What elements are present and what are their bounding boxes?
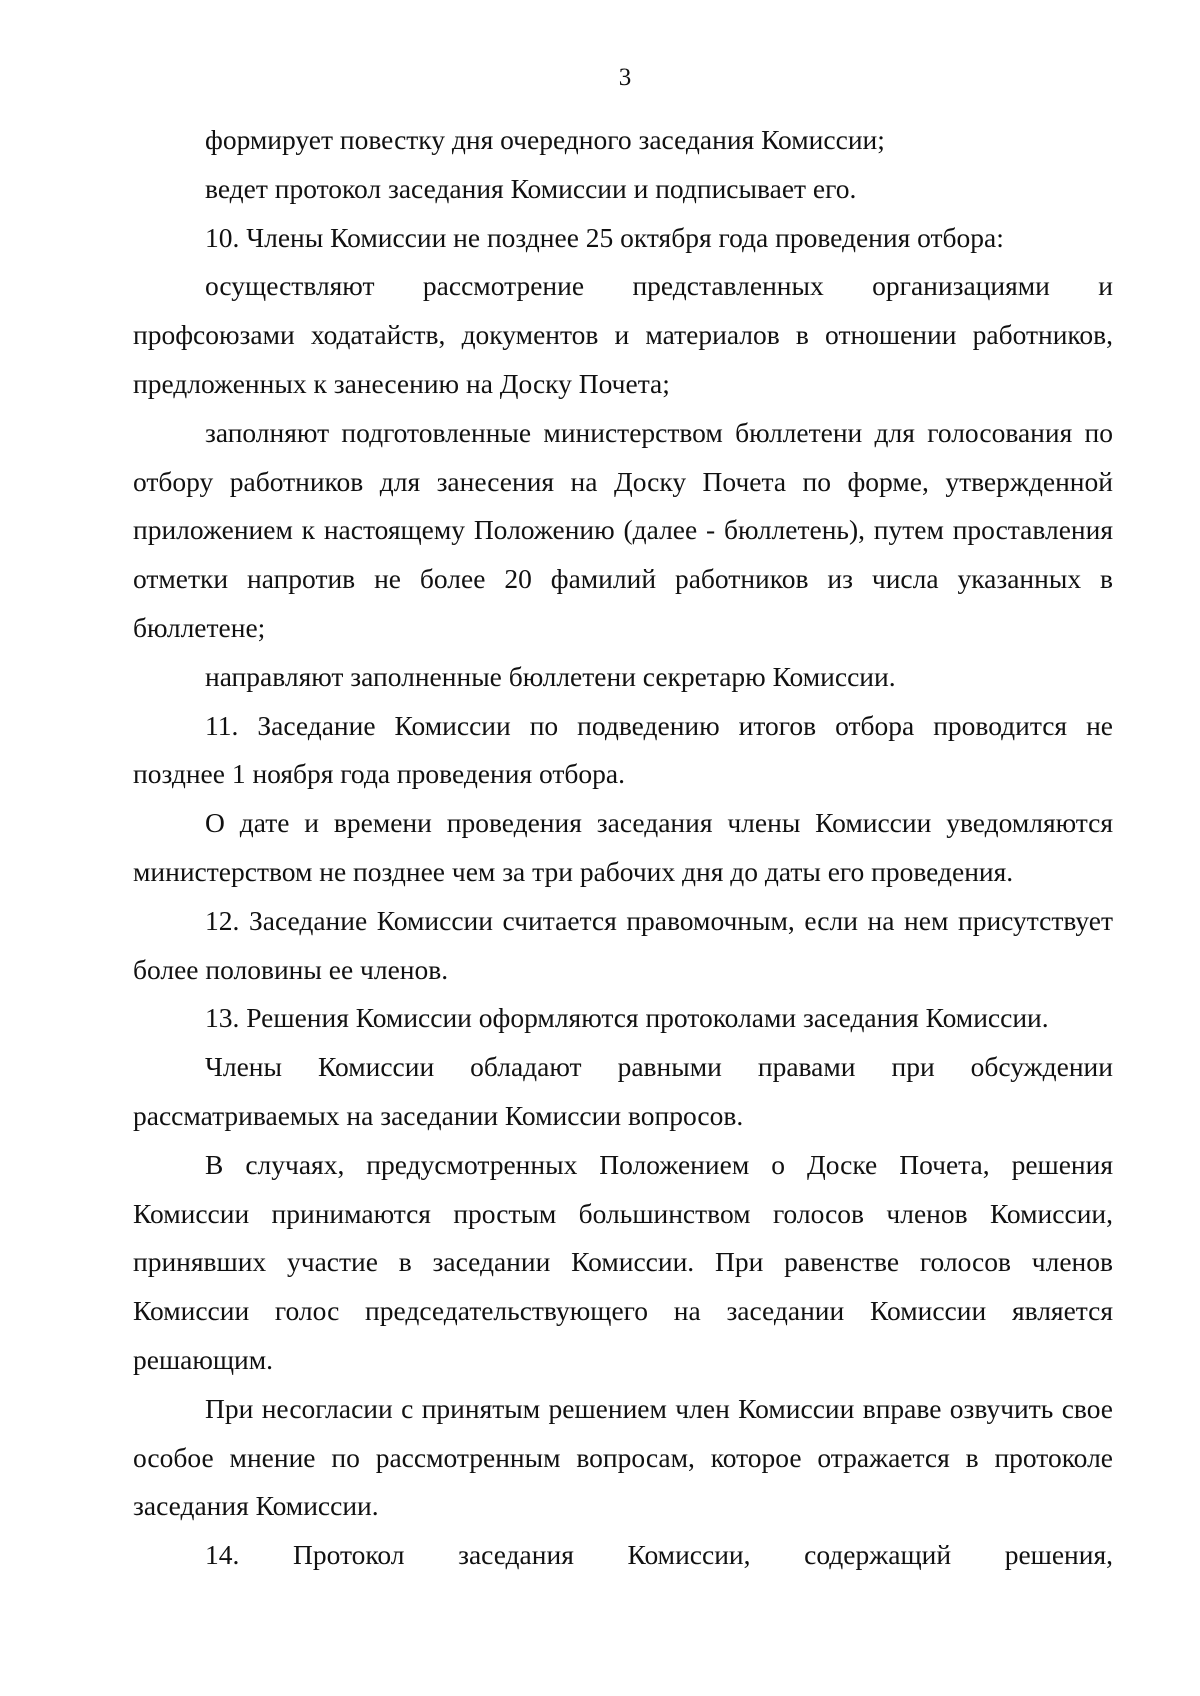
paragraph-equal-rights: Члены Комиссии обладают равными правами при обсуждении рассматриваемых на заседании Комиссии вопросов. (133, 1051, 1113, 1131)
paragraph-dissent: При несогласии с принятым решением член Комиссии вправе озвучить свое особое мнение по рассмотренным вопросам, которое отражается в протоколе заседания Комиссии. (133, 1392, 1113, 1522)
paragraph-item-12: 12. Заседание Комиссии считается правомочным, если на нем присутствует более половины ее членов. (133, 904, 1113, 985)
paragraph-item-14: 14. Протокол заседания Комиссии, содержащий решения, (205, 1539, 1113, 1571)
paragraph-review-petitions: осуществляют рассмотрение представленных организациями и профсоюзами ходатайств, документов и материалов в отношении работников, предложенных к занесению на Доску Почета; (133, 270, 1113, 399)
paragraph-meeting-notice: О дате и времени проведения заседания члены Комиссии уведомляются министерством не позднее чем за три рабочих дня до даты его проведения. (133, 807, 1113, 887)
document-body (133, 116, 1113, 1580)
paragraph-item-11: 11. Заседание Комиссии по подведению итогов отбора проводится не позднее 1 ноября года проведения отбора. (133, 709, 1113, 790)
page-number: 3 (618, 64, 632, 91)
paragraph-send-ballots: направляют заполненные бюллетени секретарю Комиссии. (205, 660, 896, 692)
paragraph-item-10: 10. Члены Комиссии не позднее 25 октября года проведения отбора: (205, 221, 1004, 253)
paragraph-minutes: ведет протокол заседания Комиссии и подписывает его. (205, 172, 857, 204)
paragraph-item-13: 13. Решения Комиссии оформляются протоколами заседания Комиссии. (205, 1002, 1049, 1034)
paragraph-majority-vote: В случаях, предусмотренных Положением о Доске Почета, решения Комиссии принимаются простым большинством голосов членов Комиссии, принявших участие в заседании Комиссии. При равенстве голосов членов Комиссии голос председательствующего на заседании Комиссии является решающим. (133, 1148, 1113, 1375)
paragraph-agenda: формирует повестку дня очередного заседания Комиссии; (205, 124, 885, 155)
paragraph-fill-ballots: заполняют подготовленные министерством бюллетени для голосования по отбору работников для занесения на Доску Почета по форме, утвержденной приложением к настоящему Положению (далее - бюллетень), путем проставления отметки напротив не более 20 фамилий работников из числа указанных в бюллетене; (133, 416, 1113, 643)
